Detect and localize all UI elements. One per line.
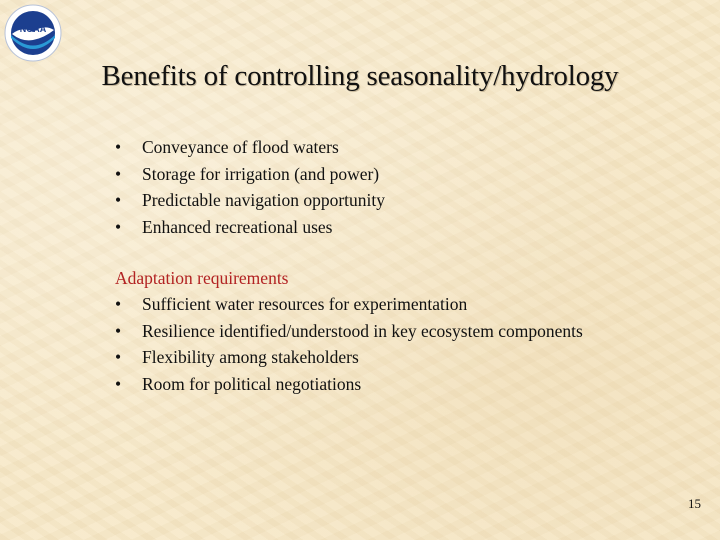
list-item-text: Enhanced recreational uses	[142, 216, 333, 237]
adaptation-list	[115, 291, 583, 397]
list-item-text: Storage for irrigation (and power)	[142, 163, 380, 184]
adaptation-heading: Adaptation requirements	[115, 268, 289, 288]
list-item-text: Flexibility among stakeholders	[142, 347, 359, 367]
list-item-text: Room for political negotiations	[142, 373, 362, 394]
slide-title: Benefits of controlling seasonality/hydrology	[101, 60, 619, 92]
page-number: 15	[688, 496, 701, 511]
noaa-logo	[4, 4, 62, 62]
list-item	[115, 344, 583, 371]
list-item	[115, 214, 385, 241]
logo-text: NOAA	[19, 24, 47, 34]
bullet: •	[115, 373, 122, 394]
list-item	[115, 371, 583, 398]
list-item-text: Conveyance of flood waters	[142, 137, 339, 157]
list-item	[115, 318, 583, 345]
list-item	[115, 187, 385, 214]
bullet: •	[115, 137, 122, 157]
bullet: •	[115, 190, 122, 210]
bullet: •	[115, 294, 122, 314]
list-item-text: Predictable navigation opportunity	[142, 190, 386, 210]
bullet: •	[115, 163, 122, 184]
list-item	[115, 134, 385, 161]
bullet: •	[115, 347, 122, 367]
list-item	[115, 161, 385, 188]
bullet: •	[115, 320, 122, 341]
bullet: •	[115, 216, 122, 237]
list-item-text: Resilience identified/understood in key ecosystem components	[142, 320, 583, 341]
list-item	[115, 291, 583, 318]
benefits-list	[115, 134, 385, 240]
list-item-text: Sufficient water resources for experimentation	[142, 294, 468, 314]
